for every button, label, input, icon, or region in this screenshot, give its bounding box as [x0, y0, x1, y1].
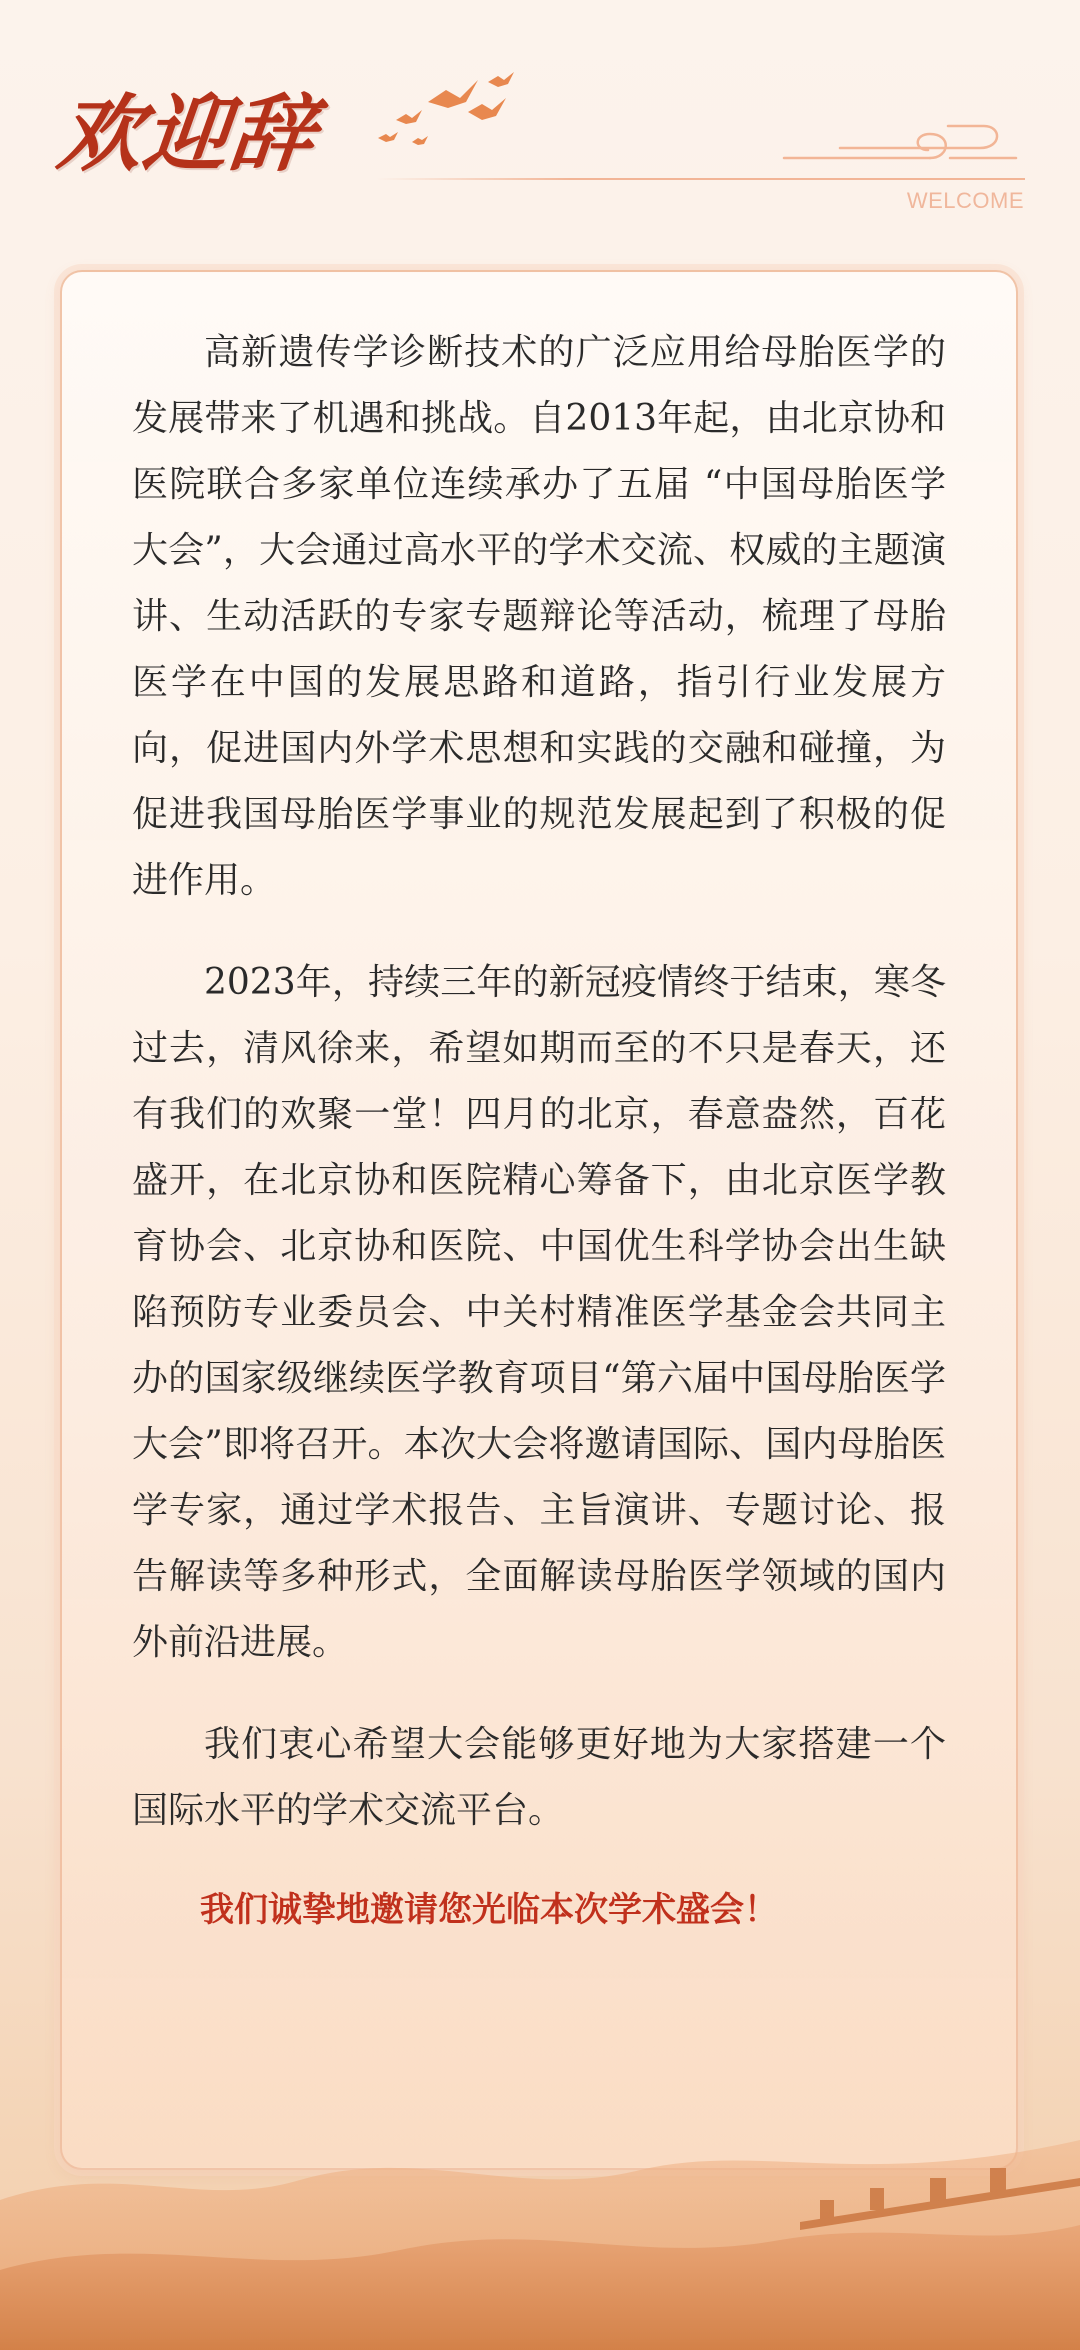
header-divider — [375, 178, 1025, 180]
paragraph-hope: 我们衷心希望大会能够更好地为大家搭建一个国际水平的学术交流平台。 — [132, 1724, 946, 1831]
welcome-letter-card — [60, 270, 1018, 2170]
flying-birds-icon — [368, 62, 518, 152]
page-title: 欢迎辞 — [52, 85, 322, 183]
header — [0, 0, 1080, 240]
closing-invitation: 我们诚挚地邀请您光临本次学术盛会！ — [200, 1890, 778, 1930]
paragraph-intro: 高新遗传学诊断技术的广泛应用给母胎医学的发展带来了机遇和挑战。自2013年起，由北京协和医院联合多家单位连续承办了五届 “中国母胎医学大会”，大会通过高水平的学术交流、权威的主题演讲、生动活跃的专家专题辩论等活动，梳理了母胎医学在中国的发展思路和道路，指引行业发展方向，促进国内外学术思想和实践的交融和碰撞，为促进我国母胎医学事业的规范发展起到了积极的促进作用。 — [132, 332, 946, 901]
great-wall-landscape — [0, 2050, 1080, 2350]
paragraph-2023: 2023年，持续三年的新冠疫情终于结束，寒冬过去，清风徐来，希望如期而至的不只是春天，还有我们的欢聚一堂！四月的北京，春意盎然，百花盛开，在北京协和医院精心筹备下，由北京医学教育协会、北京协和医院、中国优生科学协会出生缺陷预防专业委员会、中关村精准医学基金会共同主办的国家级继续医学教育项目“第六届中国母胎医学大会”即将召开。本次大会将邀请国际、国内母胎医学专家，通过学术报告、主旨演讲、专题讨论、报告解读等多种形式，全面解读母胎医学领域的国内外前沿进展。 — [132, 962, 946, 1663]
welcome-label: WELCOME — [906, 188, 1024, 213]
auspicious-cloud-icon — [780, 120, 1020, 170]
